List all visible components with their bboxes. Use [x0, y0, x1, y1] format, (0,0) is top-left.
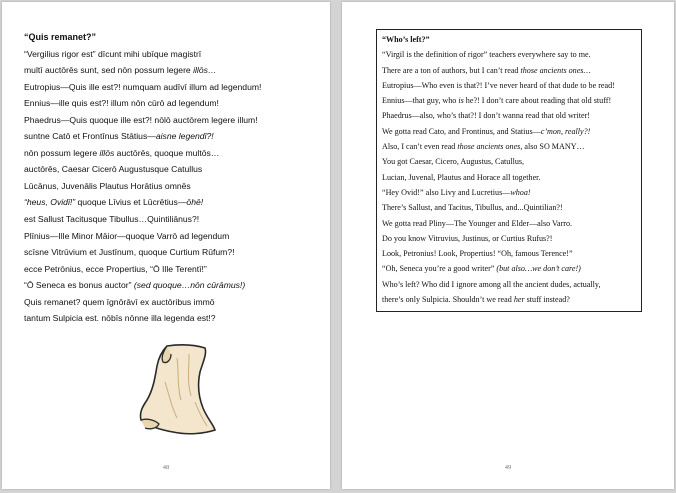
text-run: Eutropius—Who even is that?! I’ve never heard of that dude to be read!	[382, 80, 615, 90]
text-run: ecce Petrōnius, ecce Propertius, “Ō Ille Terentī!”	[24, 263, 207, 274]
text-run: We gotta read Pliny—The Younger and Elder—also Varro.	[382, 218, 573, 228]
poem-line	[24, 46, 324, 63]
poem-line	[382, 93, 644, 108]
text-run: suntne Catō et Frontīnus Stātius—	[24, 131, 156, 142]
text-run: “Virgil is the definition of rigor” teachers everywhere say to me.	[382, 50, 591, 60]
text-run: “Vergilius rigor est” dīcunt mihi ubīque magistrī	[24, 48, 202, 59]
poem-line	[24, 95, 324, 112]
text-run: tantum Sulpicia est. nōbīs nōnne illa legenda est!?	[24, 313, 216, 324]
text-run: stuff instead?	[524, 295, 570, 305]
poem-line	[382, 216, 644, 231]
text-run: Who’s left? Who did I ignore among all the ancient dudes, actually,	[382, 279, 601, 289]
italic-text: those ancients ones	[457, 142, 521, 152]
poem-line	[24, 194, 324, 211]
english-poem-title: “Who’s left?”	[382, 35, 430, 44]
page-number-right: 49	[504, 464, 512, 471]
text-run: Ennius—that guy, who	[382, 96, 459, 106]
poem-line	[382, 78, 644, 93]
poem-line	[24, 310, 324, 327]
poem-line	[382, 154, 644, 169]
italic-text: her	[513, 295, 525, 305]
poem-line	[24, 261, 324, 278]
text-run: he?! I don’t care about reading that old stuff!	[463, 96, 612, 106]
poem-line	[24, 79, 324, 96]
text-run: there’s only Sulpicia. Shouldn’t we read	[382, 295, 514, 305]
poem-line	[382, 139, 644, 154]
italic-text: aisne legendī?!	[155, 131, 214, 142]
poem-line	[382, 108, 644, 123]
text-run: We gotta read Cato, and Frontinus, and Statius—	[382, 126, 541, 136]
text-run: multī auctōrēs sunt, sed nōn possum legere	[24, 65, 194, 76]
poem-line	[24, 128, 324, 145]
right-page	[342, 2, 674, 489]
poem-line	[24, 294, 324, 311]
text-run: Plīnius—Ille Minor Māior—quoque Varrō ad legendum	[24, 230, 230, 241]
poem-line	[24, 145, 324, 162]
parchment-scroll-icon	[137, 342, 217, 436]
italic-text: (but also…we don’t care!)	[496, 264, 581, 274]
italic-text: ōhē!	[186, 197, 204, 208]
text-run: There’s Sallust, and Tacitus, Tibullus, and...Quintilian?!	[382, 203, 563, 213]
poem-line	[382, 200, 644, 215]
poem-line	[24, 228, 324, 245]
poem-line	[382, 231, 644, 246]
translation-box	[376, 29, 642, 312]
text-run: scīsne Vitrūvium et Justīnum, quoque Curtium Rūfum?!	[24, 247, 235, 258]
poem-line	[382, 277, 644, 292]
text-run: Eutropius—Quis ille est?! numquam audīvī illum ad legendum!	[24, 81, 262, 92]
text-run: “Hey Ovid!” also Livy and Lucretius—	[382, 187, 511, 197]
italic-text: those ancients ones…	[520, 65, 591, 75]
text-run: Also, I can’t even read	[382, 142, 458, 152]
text-run: “Ō Seneca es bonus auctor”	[24, 280, 134, 291]
poem-line	[382, 47, 644, 62]
italic-text: illōs	[99, 147, 115, 158]
text-run: Lucian, Juvenal, Plautus and Horace all together.	[382, 172, 541, 182]
italic-text: c’mon, really?!	[540, 126, 591, 136]
text-run: nōn possum legere	[24, 147, 100, 158]
text-run: Lūcānus, Juvenālis Plautus Horātius omnēs	[24, 180, 191, 191]
poem-line	[24, 62, 324, 79]
poem-line	[24, 112, 324, 129]
latin-poem-lines	[24, 46, 324, 327]
text-run: “Oh, Seneca you’re a good writer”	[382, 264, 497, 274]
english-poem-lines	[382, 47, 644, 307]
text-run: Phaedrus—Quis quoque ille est?! nōlō auctōrem legere illum!	[24, 114, 258, 125]
poem-line	[24, 178, 324, 195]
text-run: quoque Līvius et Lūcrētius—	[75, 197, 187, 208]
poem-line	[24, 277, 324, 294]
text-run: auctōrēs, quoque multōs…	[114, 147, 220, 158]
text-run: Look, Petronius! Look, Propertius! “Oh, famous Terence!”	[382, 249, 573, 259]
poem-line	[382, 246, 644, 261]
poem-line	[382, 63, 644, 78]
english-poem	[382, 32, 644, 307]
poem-line	[382, 292, 644, 307]
text-run: Ennius—ille quis est?! illum nōn cūrō ad legendum!	[24, 98, 219, 109]
poem-line	[382, 170, 644, 185]
left-page	[2, 2, 330, 489]
poem-line	[24, 244, 324, 261]
poem-line	[382, 124, 644, 139]
text-run: You got Caesar, Cicero, Augustus, Catullus,	[382, 157, 525, 167]
text-run: Quis remanet? quem īgnōrāvī ex auctōribus immō	[24, 296, 215, 307]
text-run: est Sallust Tacitusque Tibullus…Quintiliānus?!	[24, 214, 200, 225]
latin-poem-title: “Quis remanet?”	[24, 32, 97, 42]
italic-text: “heus, Ovidī!”	[24, 197, 76, 208]
poem-line	[382, 261, 644, 276]
italic-text: whoa!	[510, 187, 531, 197]
text-run: Phaedrus—also, who’s that?! I don’t wanna read that old writer!	[382, 111, 590, 121]
italic-text: (sed quoque…nōn cūrāmus!)	[133, 280, 246, 291]
poem-line	[24, 211, 324, 228]
text-run: Do you know Vitruvius, Justinus, or Curtius Rufus?!	[382, 233, 553, 243]
poem-line	[24, 161, 324, 178]
italic-text: is	[458, 96, 464, 106]
page-number-left: 48	[162, 464, 170, 471]
poem-line	[382, 185, 644, 200]
text-run: There are a ton of authors, but I can’t read	[382, 65, 521, 75]
latin-poem	[24, 29, 324, 327]
text-run: , also SO MANY…	[520, 142, 585, 152]
text-run: auctōrēs, Caesar Cicerō Augustusque Catullus	[24, 164, 203, 175]
italic-text: illōs…	[193, 65, 217, 76]
